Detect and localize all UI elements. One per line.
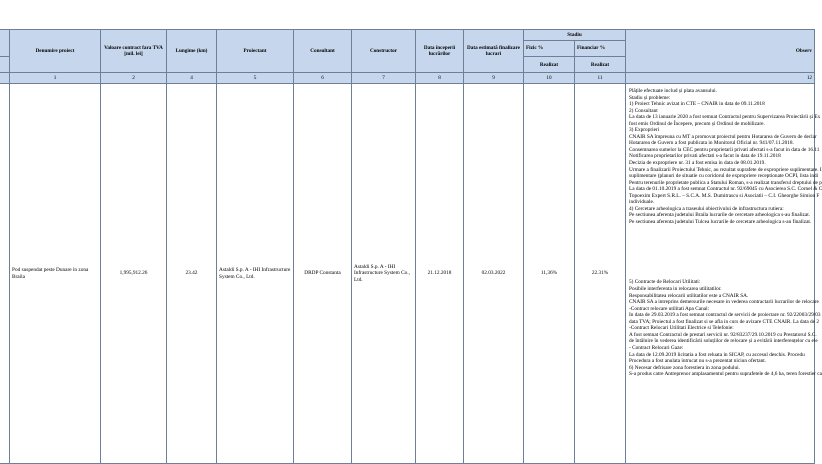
observatii-line: de întâlnire în vederea identificării soluțiilor de relocare și a evitării interferențelor cu ele: [629, 338, 818, 345]
observatii-gap: [629, 225, 811, 279]
row-first-cell: [0, 84, 10, 464]
column-number-2: 2: [101, 73, 167, 84]
column-number-0: [0, 73, 10, 84]
observatii-line: Procedura a fost anulata intrucat nu s-a prezentat niciun ofertant.: [629, 358, 767, 365]
column-number-1: 1: [10, 73, 101, 84]
observatii-line: Notificarea proprietarilor privati afectati s-a facut in data de 19.11.2018: [629, 153, 781, 160]
observatii-line: Pentru terenurile proprietate publica a Statului Roman, s-a realizat transferul dreptului de p: [629, 179, 822, 186]
observatii-line: individuale.: [629, 199, 655, 206]
observatii-line: CNAIR SA împreuna cu MT a promovat proiectul pentru Hotararea de Guvern de declar: [629, 133, 817, 140]
column-number-11: 11: [575, 73, 626, 84]
observatii-line: - Contract Relocari Gaze:: [629, 344, 684, 351]
observatii-line: Decizia de expropriere nr. 31 a fost emisa in data de 08.01.2019.: [629, 160, 766, 167]
header-data-incepere: Data începerii lucrărilor: [416, 30, 464, 73]
column-number-8: 8: [416, 73, 464, 84]
observatii-line: -Contract relocare utilitati Apa Canal:: [629, 305, 710, 312]
observatii-line: 1) Proiect Tehnic avizat in CTE – CNAIR in data de 09.11.2018: [629, 101, 765, 108]
observatii-line: 3) Exproprieri: [629, 127, 660, 134]
column-number-6: 6: [294, 73, 352, 84]
header-denumire-proiect: Denumire proiect: [10, 30, 101, 73]
project-status-table: [0, 29, 822, 464]
column-number-5: 5: [217, 73, 294, 84]
header-financiar: Financiar %: [575, 41, 626, 57]
cell-data-finalizare: 02.03.2022: [464, 84, 524, 464]
observatii-line: Stadiu și probleme:: [629, 94, 671, 101]
cell-constructor: Astaldi S.p. A - IHI Infrastructure System Co., Ltd.: [352, 84, 416, 464]
header-lungime: Lungime (km): [167, 30, 217, 73]
header-first: [0, 30, 10, 57]
header-realizat-financiar: Realizat: [575, 57, 626, 73]
cell-lungime: 23.42: [167, 84, 217, 464]
column-number-4: 4: [167, 73, 217, 84]
observatii-line: Consemnarea sumelor la CEC pentru proprietarii privati afectati s-a facut in data de 16.11: [629, 146, 820, 153]
observatii-line: CNAIR SA a intreprins demersurile necesare in vederea contractarii lucrarilor de relocare: [629, 299, 819, 306]
observatii-line: fost emis Ordinul de Începere, precum și Ordinul de mobilizare.: [629, 120, 765, 127]
observatii-line: Hotararea de Guvern a fost publicata in Monitorul Oficial nr. 941/07.11.2018.: [629, 140, 794, 147]
table-row: [0, 84, 815, 464]
cell-valoare-contract: 1,995,912.26: [101, 84, 167, 464]
column-number-9: 9: [464, 73, 524, 84]
observatii-line: S-a produs catre Antreprenor amplasamentul pentru suprafetele de 4,6 ha, teren forestier ca: [629, 371, 822, 378]
cell-observatii: [626, 84, 822, 464]
cell-realizat-financiar: 22.31%: [575, 84, 626, 464]
observatii-line: 2) Consultant: [629, 107, 658, 114]
observatii-line: 4) Cercetare arheologica a traseului obiectivului de infrastructura rutiera:: [629, 205, 784, 212]
observatii-line: data TVA; Proiectul a fost finalizat si se afla in curs de avizare CTE CNAIR. La data de 2: [629, 318, 820, 325]
cell-proiectant: Astaldi S.p. A - IHI Infrastructure System Co., Ltd.: [217, 84, 294, 464]
column-number-12: 12: [626, 73, 815, 84]
cell-realizat-fizic: 11,36%: [524, 84, 575, 464]
observatii-line: La data de 12.09.2019 licitatia a fost reluata in SICAP, cu accesul deschis. Procedu: [629, 351, 805, 358]
cell-consultant: DRDP Constanta: [294, 84, 352, 464]
observatii-line: 5) Contracte de Relocari Utilitati:: [629, 279, 701, 286]
header-stadiu: Stadiu: [524, 30, 626, 41]
observatii-line: Pe sectiunea aferenta judetului Tulcea lucrarile de cercetare arheologica s-au finalizat.: [629, 218, 812, 225]
cell-data-incepere: 21.12.2018: [416, 84, 464, 464]
observatii-line: Responsabilitatea relocarii utilitatilor este a CNAIR SA.: [629, 292, 749, 299]
header-data-finalizare: Data estimată finalizare lucrari: [464, 30, 524, 73]
header-observatii: Observ: [626, 30, 815, 73]
observatii-line: Pe sectiunea aferenta judetului Braila lucrarile de cercetare arheologica s-au finalizat.: [629, 212, 811, 219]
header-consultant: Consultant: [294, 30, 352, 73]
observatii-line: In data de 29.03.2019 a fost semnat contractul de servicii de proiectare nr. 92/22003/29/03: [629, 312, 821, 319]
observatii-line: La data de 13 ianuarie 2020 a fost semnat Contractul pentru Supervizarea Proiectării și Ex: [629, 114, 821, 121]
column-number-7: 7: [352, 73, 416, 84]
observatii-line: Posibile interferenta in relocarea utilitatilor.: [629, 286, 722, 293]
observatii-line: Plățile efectuate includ și plata avansului.: [629, 88, 717, 94]
header-valoare-contract: Valoare contract fara TVA [mil. lei]: [101, 30, 167, 73]
observatii-line: -Contract Relocari Utilitati Electrice si Telefonie:: [629, 325, 734, 332]
observatii-line: Topoexim Expert S.R.L. – S.C.A. M.S. Dumitrascu si Asociatii – C.I. Gheorghe Simion F: [629, 192, 820, 199]
observatii-block-1: [629, 88, 822, 225]
header-proiectant: Proiectant: [217, 30, 294, 73]
observatii-line: La data de 01.10.2019 a fost semnat Contractul nr. 92/69045 cu Asocierea S.C. Cornel & C: [629, 186, 822, 193]
header-realizat-fizic: Realizat: [524, 57, 575, 73]
observatii-line: 6) Necesar defrisare zona forestiera in zona podului.: [629, 364, 740, 371]
observatii-line: A fost semnat Contractul de prestari servicii nr. 92/83237/29.10.2019 cu Prestatorul S.C.: [629, 331, 817, 338]
observatii-line: suplimentare (planuri de situatie cu coridorul de expropriere receptionate OCPI, lista indi: [629, 173, 819, 180]
cell-denumire-proiect: Pod suspendat peste Dunare in zona Braila: [10, 84, 101, 464]
header-first-sub: [0, 57, 10, 73]
observatii-line: Urmare a finalizarii Proiectului Tehnic, au rezultat suprafete de expropriere suplimentare. I: [629, 166, 822, 173]
observatii-block-2: [629, 279, 822, 378]
header-constructor: Constructor: [352, 30, 416, 73]
header-fizic: Fizic %: [524, 41, 575, 57]
column-number-10: 10: [524, 73, 575, 84]
